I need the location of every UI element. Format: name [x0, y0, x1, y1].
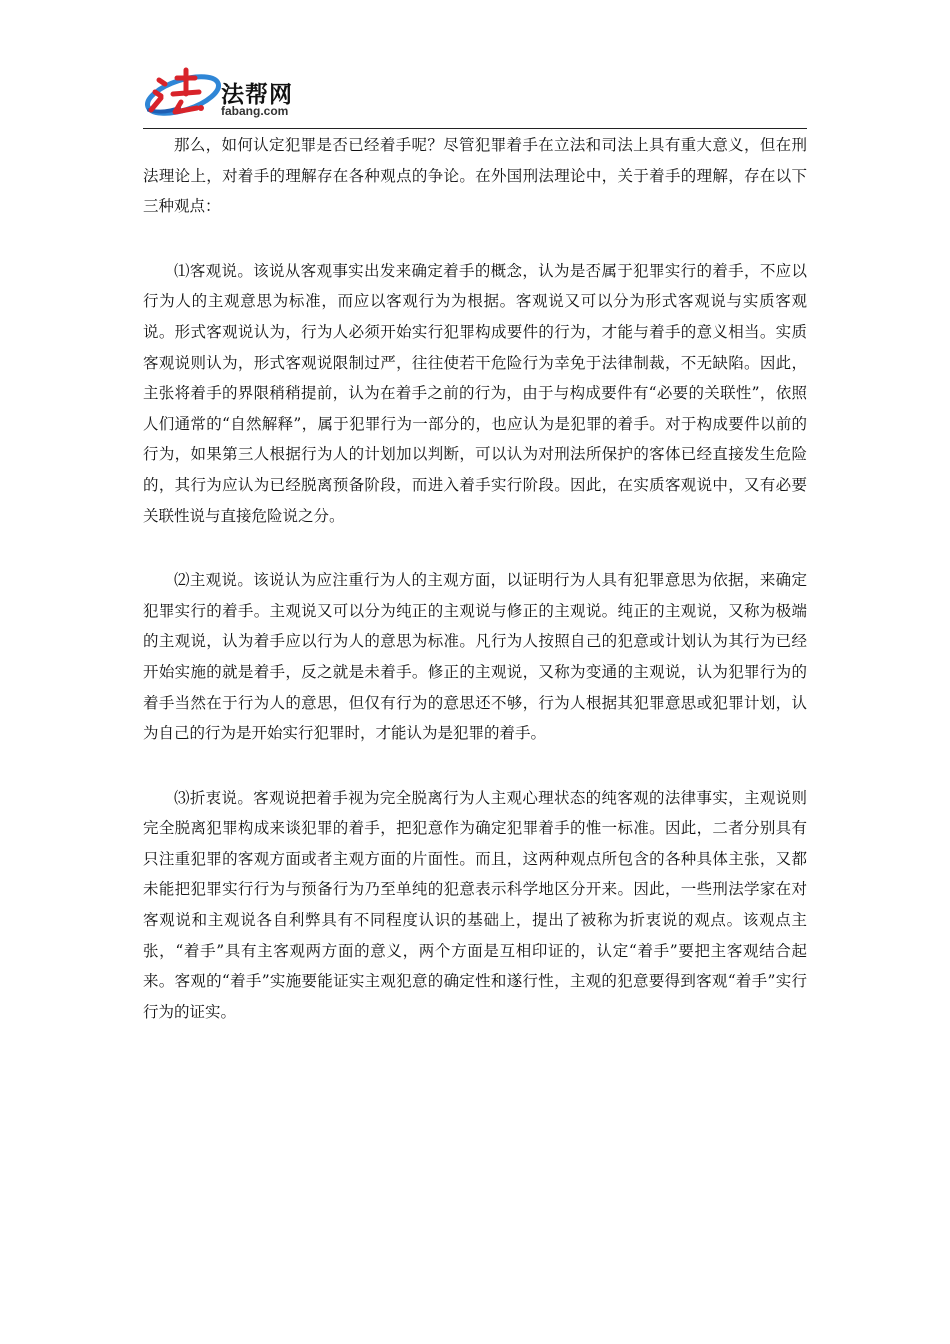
fabang-logo-icon: [143, 62, 223, 122]
logo-title: 法帮网: [221, 81, 293, 107]
paragraph-intro: 那么，如何认定犯罪是否已经着手呢？尽管犯罪着手在立法和司法上具有重大意义，但在刑法理论上，对着手的理解存在各种观点的争论。在外国刑法理论中，关于着手的理解，存在以下三种观点：: [143, 136, 807, 216]
article-body: [143, 130, 807, 1061]
paragraph-objective-theory: ⑴客观说。该说从客观事实出发来确定着手的概念，认为是否属于犯罪实行的着手，不应以行为人的主观意思为标准，而应以客观行为为根据。客观说又可以分为形式客观说与实质客观说。形式客观说认为，行为人必须开始实行犯罪构成要件的行为，才能与着手的意义相当。实质客观说则认为，形式客观说限制过严，往往使若干危险行为幸免于法律制裁，不无缺陷。因此，主张将着手的界限稍稍提前，认为在着手之前的行为，由于与构成要件有“必要的关联性”，依照人们通常的“自然解释”，属于犯罪行为一部分的，也应认为是犯罪的着手。对于构成要件以前的行为，如果第三人根据行为人的计划加以判断，可以认为对刑法所保护的客体已经直接发生危险的，其行为应认为已经脱离预备阶段，而进入着手实行阶段。因此，在实质客观说中，又有必要关联性说与直接危险说之分。: [143, 261, 807, 525]
header-divider: [143, 128, 807, 129]
logo-domain: fabang.com: [221, 104, 289, 118]
site-header: [143, 62, 807, 128]
paragraph-compromise-theory: ⑶折衷说。客观说把着手视为完全脱离行为人主观心理状态的纯客观的法律事实，主观说则完全脱离犯罪构成来谈犯罪的着手，把犯意作为确定犯罪着手的惟一标准。因此，二者分别具有只注重犯罪的客观方面或者主观方面的片面性。而且，这两种观点所包含的各种具体主张，又都未能把犯罪实行行为与预备行为乃至单纯的犯意表示科学地区分开来。因此，一些刑法学家在对客观说和主观说各自利弊具有不同程度认识的基础上，提出了被称为折衷说的观点。该观点主张，“着手”具有主客观两方面的意义，两个方面是互相印证的，认定“着手”要把主客观结合起来。客观的“着手”实施要能证实主观犯意的确定性和遂行性，主观的犯意要得到客观“着手”实行行为的证实。: [143, 788, 807, 1021]
paragraph-subjective-theory: ⑵主观说。该说认为应注重行为人的主观方面，以证明行为人具有犯罪意思为依据，来确定犯罪实行的着手。主观说又可以分为纯正的主观说与修正的主观说。纯正的主观说，又称为极端的主观说，认为着手应以行为人的意思为标准。凡行为人按照自己的犯意或计划认为其行为已经开始实施的就是着手，反之就是未着手。修正的主观说，又称为变通的主观说，认为犯罪行为的着手当然在于行为人的意思，但仅有行为的意思还不够，行为人根据其犯罪意思或犯罪计划，认为自己的行为是开始实行犯罪时，才能认为是犯罪的着手。: [143, 571, 807, 743]
